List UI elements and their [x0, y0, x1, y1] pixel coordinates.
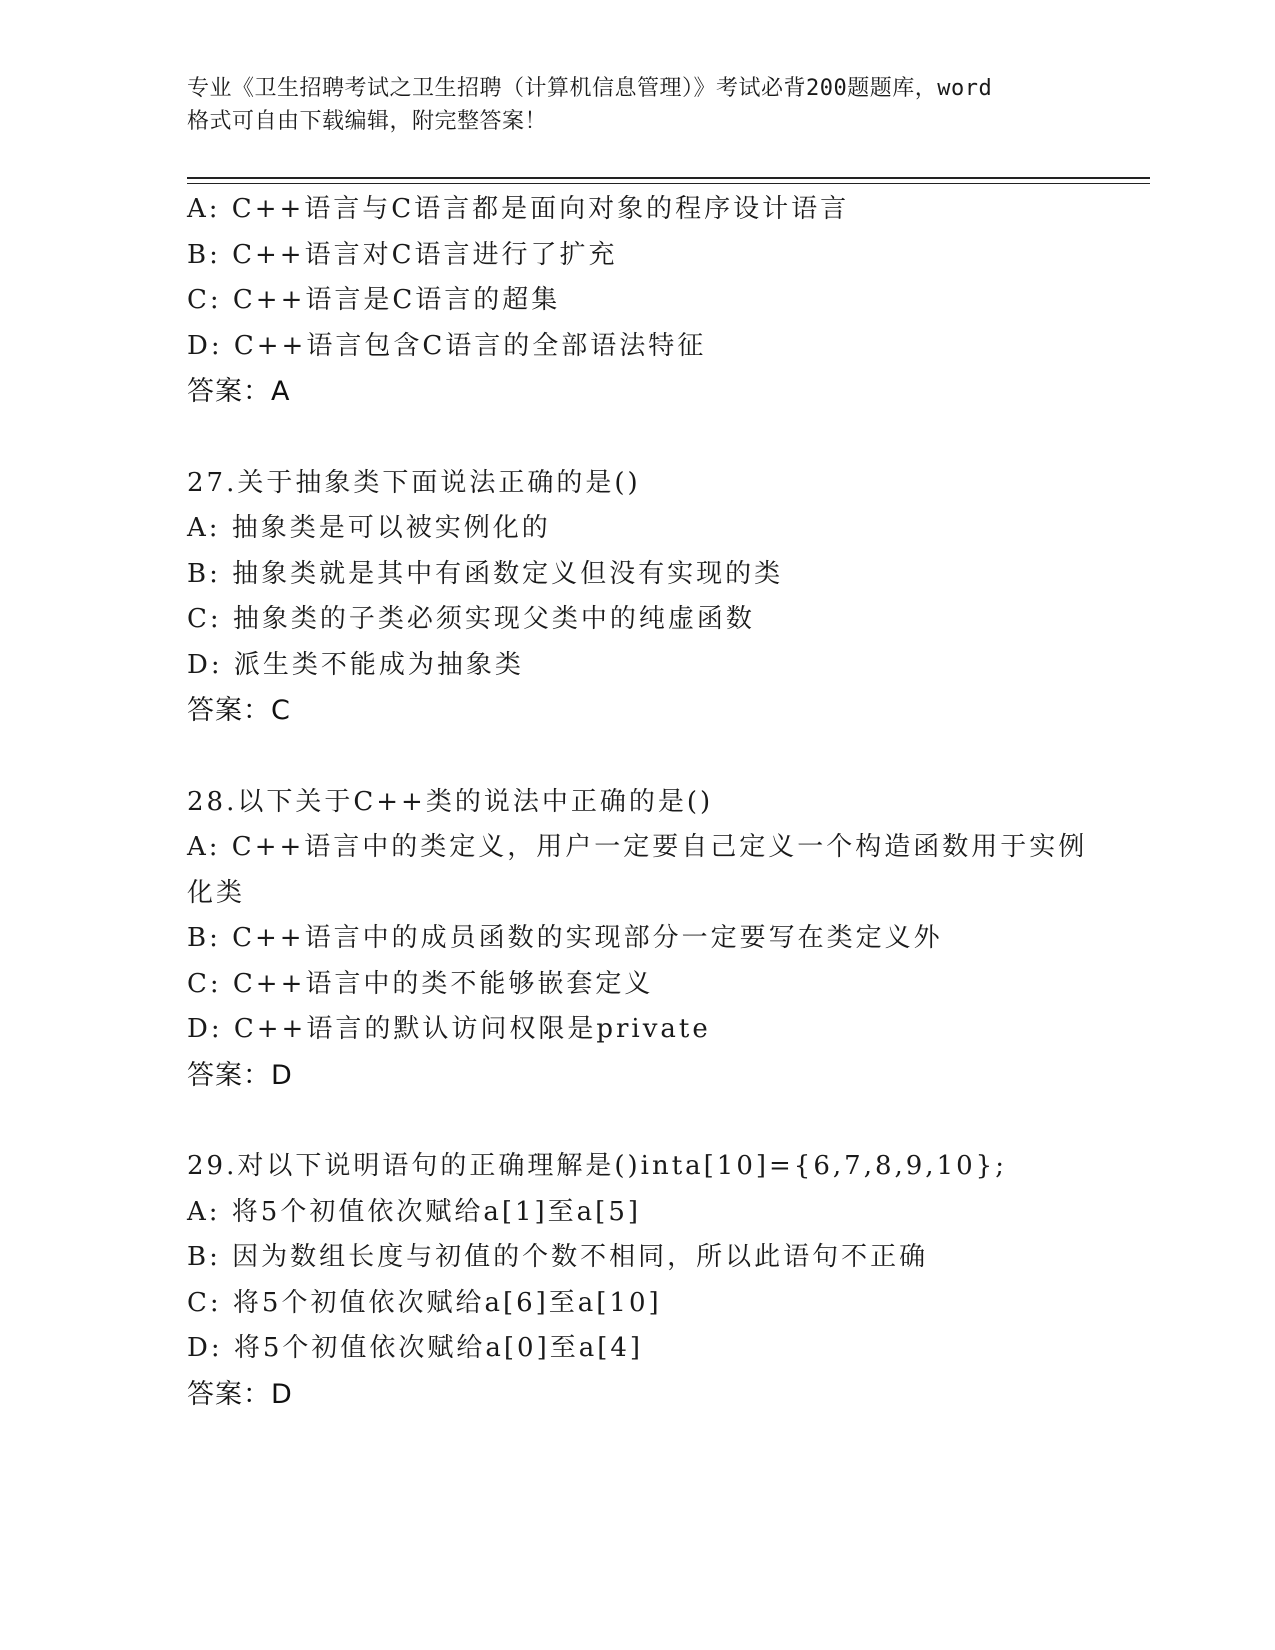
answer-label: 答案：D [187, 1378, 293, 1410]
option-a: A: 将5个初值依次赋给a[1]至a[5] [187, 1196, 642, 1227]
question-stem: 27.关于抽象类下面说法正确的是() [187, 467, 641, 498]
header-title-line-2: 格式可自由下载编辑，附完整答案！ [187, 109, 548, 134]
header-title-line-1: 专业《卫生招聘考试之卫生招聘（计算机信息管理）》考试必背200题题库，word [187, 76, 993, 101]
spacer [187, 734, 1087, 780]
question-stem: 28.以下关于C++类的说法中正确的是() [187, 786, 714, 817]
option-b: B: C++语言对C语言进行了扩充 [187, 239, 618, 270]
option-b: B: 抽象类就是其中有函数定义但没有实现的类 [187, 558, 784, 589]
spacer [187, 415, 1087, 461]
option-b: B: 因为数组长度与初值的个数不相同，所以此语句不正确 [187, 1242, 929, 1272]
header-divider-thin [187, 183, 1150, 184]
document-header [187, 72, 1087, 138]
option-b: B: C++语言中的成员函数的实现部分一定要写在类定义外 [187, 923, 943, 953]
header-divider-thick [187, 177, 1150, 179]
option-c: C: 抽象类的子类必须实现父类中的纯虚函数 [187, 604, 755, 634]
option-c: C: C++语言中的类不能够嵌套定义 [187, 968, 654, 999]
option-c: C: 将5个初值依次赋给a[6]至a[10] [187, 1287, 662, 1318]
spacer [187, 1098, 1087, 1144]
question-list [187, 187, 1087, 1417]
option-c: C: C++语言是C语言的超集 [187, 285, 561, 315]
answer-label: 答案：C [187, 695, 291, 726]
option-a-line-2: 化类 [187, 877, 246, 908]
option-a-line-1: A: C++语言中的类定义，用户一定要自己定义一个构造函数用于实例 [187, 832, 1088, 862]
answer-label: 答案：D [187, 1059, 293, 1091]
question-27 [187, 461, 1087, 734]
option-d: D: 将5个初值依次赋给a[0]至a[4] [187, 1333, 644, 1363]
answer-label: 答案：A [187, 376, 291, 407]
option-d: D: C++语言的默认访问权限是private [187, 1014, 711, 1044]
question-29 [187, 1144, 1087, 1417]
question-28 [187, 780, 1087, 1099]
option-d: D: C++语言包含C语言的全部语法特征 [187, 330, 707, 361]
question-stem: 29.对以下说明语句的正确理解是()inta[10]={6,7,8,9,10}; [187, 1151, 1007, 1181]
question-26 [187, 187, 1087, 415]
option-a: A: C++语言与C语言都是面向对象的程序设计语言 [187, 194, 850, 224]
option-a: A: 抽象类是可以被实例化的 [187, 513, 551, 543]
option-d: D: 派生类不能成为抽象类 [187, 649, 524, 680]
